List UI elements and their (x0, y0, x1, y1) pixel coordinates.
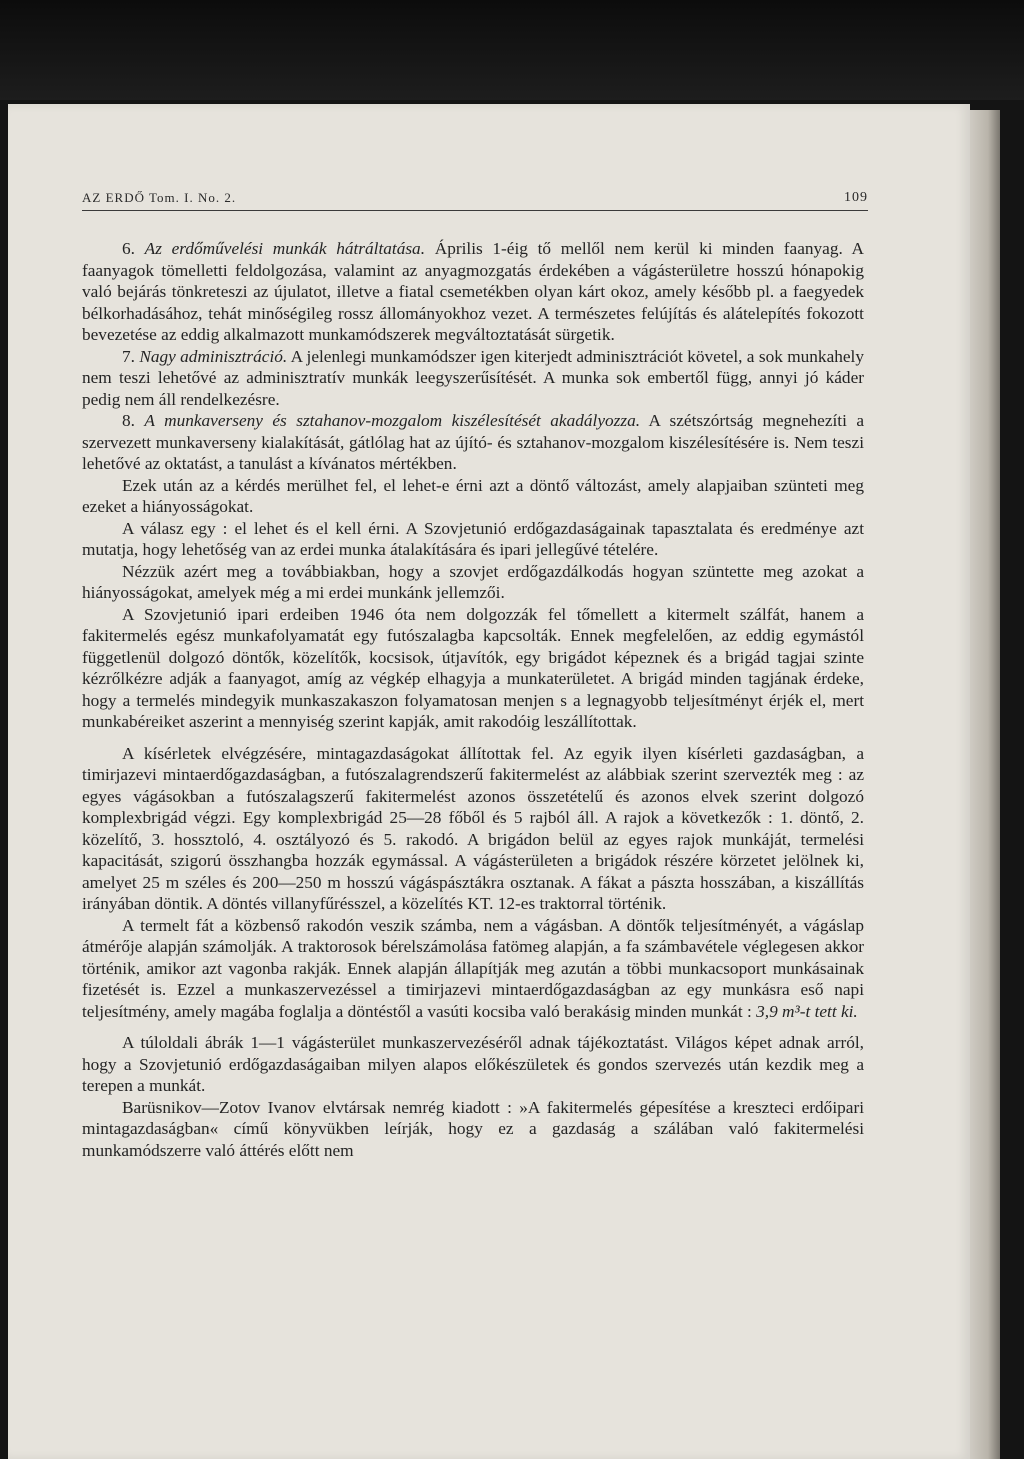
paragraph-text: A jelenlegi munkamódszer igen kiterjedt adminisztrációt követel, a sok munkahely nem teszi lehetővé az adminisztratív munkák leegyszerűsítését. A munka sok embertől függ, annyi jó káder pedig nem áll rendelkezésre. (82, 346, 864, 409)
paragraph: A válasz egy : el lehet és el kell érni. A Szovjetunió erdőgazdaságainak tapasztalata és eredménye azt mutatja, hogy lehetőség van az erdei munka átalakítására és ipari jellegűvé tételére. (82, 518, 864, 559)
paragraph-text: Április 1-éig tő mellől nem kerül ki minden faanyag. A faanyagok tömelletti feldolgozása, valamint az anyagmozgatás érdekében a vágásterületre hosszú hónapokig való bejárás tönkreteszi az újulatot, illetve a fiatal csemetékben olyan kárt okoz, amely később pl. a faegyedek bélkorhadásához, tehát minőségileg rossz állományokhoz vezet. A természetes felújítás és alátelepítés fokozott bevezetése az eddig alkalmazott munkamódszerek megváltoztatását sürgetik. (82, 239, 864, 344)
paragraph-7 (82, 346, 864, 411)
paragraph-text: A termelt fát a közbenső rakodón veszik számba, nem a vágásban. A döntők teljesítményét, a vágáslap átmérője alapján számolják. A traktorosok bérelszámolása fatömeg alapján, a fa számbavétele véglegesen akkor történik, amikor azt vagonba rakják. Ennek alapján állapítják meg azután a többi munkacsoport munkásainak fizetését is. Ezzel a munkaszervezéssel a timirjazevi mintaerdőgazdaságban az egy munkásra eső napi teljesítmény, amely magába foglalja a döntéstől a vasúti kocsiba való berakásig minden munkát : (82, 915, 864, 1021)
item-title: Az erdőművelési munkák hátráltatása. (144, 239, 426, 258)
paragraph (82, 915, 864, 1023)
paragraph-text: A szétszórtság megnehezíti a szervezett munkaverseny kialakítását, gátlólag hat az újító- és sztahanov-mozgalom kiszélesítésére is. Nem teszi lehetővé az oktatást, a tanulást a kívánatos mértékben. (82, 411, 865, 473)
paragraph-8 (82, 410, 864, 475)
paragraph: A Szovjetunió ipari erdeiben 1946 óta nem dolgozzák fel tőmellett a kitermelt szálfát, hanem a fakitermelés egész munkafolyamatát egy futószalagba kapcsolták. Ennek megfelelően, az eddig egymástól függetlenül dolgozó döntők, közelítők, kocsisok, útjavítók, egy brigádot képeznek és a brigád tagjai szinte kézrőlkézre adják a faanyagot, amíg az végkép elhagyja a munkaterületet. A brigád minden tagjának érdeke, hogy a termelés mindegyik munkaszakaszon folyamatosan menjen s a legnagyobb teljesítményt érjék el, mert munkabéreiket aszerint a mennyiség szerint kapják, amit rakodóig leszállítottak. (82, 604, 864, 731)
book-page (8, 104, 970, 1459)
header-rule (82, 210, 868, 211)
paragraph-6 (82, 238, 864, 346)
running-header (82, 190, 868, 212)
item-number: 6. (122, 239, 135, 258)
paragraph: A túloldali ábrák 1—1 vágásterület munkaszervezéséről adnak tájékoztatást. Világos képet adnak arról, hogy a Szovjetunió erdőgazdaságaiban milyen alapos előkészületek és gondos szervezés után kezdik meg a terepen a munkát. (82, 1033, 864, 1095)
item-title: Nagy adminisztráció. (139, 346, 288, 366)
page-edge-shadow (970, 110, 1000, 1459)
paragraph: A kísérletek elvégzésére, mintagazdaságokat állítottak fel. Az egyik ilyen kísérleti gazdaságban, a timirjazevi mintaerdőgazdaságban, a futószalagrendszerű fakitermelést az alábbiak szerint szervezték meg : az egyes vágásokban a futószalagszerű fakitermelést azonos összetételű és azonos elvek szerint dolgozó komplexbrigád végzi. Egy komplexbrigád 25—28 főből és 5 rajból áll. A rajok a következők : 1. döntő, 2. közelítő, 3. hossztoló, 4. osztályozó és 5. rakodó. A brigádon belül az egyes rajok munkáját, termelési kapacitását, szigorú összhangba hozzák egymással. A vágásterületen a brigádok részére körzetet jelölnek ki, amelyet 25 m széles és 200—250 m hosszú vágáspásztákra osztanak. A fákat a pászta hosszában, a kiszállítás irányában döntik. A döntés villanyfűrésszel, a közelítés KT. 12-es traktorral történik. (82, 743, 864, 913)
scan-dark-border (0, 0, 1024, 100)
paragraph: Nézzük azért meg a továbbiakban, hogy a szovjet erdőgazdálkodás hogyan szüntette meg azokat a hiányosságokat, amelyek még a mi erdei munkánk jellemzői. (82, 561, 864, 602)
article-body (82, 238, 864, 1161)
running-title: AZ ERDŐ Tom. I. No. 2. (82, 190, 237, 205)
emphasis-result: 3,9 m³-t tett ki. (756, 1001, 858, 1021)
paragraph: Barüsnikov—Zotov Ivanov elvtársak nemrég kiadott : »A fakitermelés gépesítése a kreszteci erdőipari mintagazdaságban« című könyvükben leírják, hogy ez a gazdaság a szálában való fakitermelési munkamódszerre való áttérés előtt nem (82, 1097, 864, 1160)
item-number: 8. (122, 411, 135, 430)
page-number: 109 (844, 190, 868, 205)
item-title: A munkaverseny és sztahanov-mozgalom kiszélesítését akadályozza. (144, 411, 641, 430)
paragraph: Ezek után az a kérdés merülhet fel, el lehet-e érni azt a döntő változást, amely alapjaiban szünteti meg ezeket a hiányosságokat. (82, 475, 864, 516)
item-number: 7. (122, 346, 135, 366)
